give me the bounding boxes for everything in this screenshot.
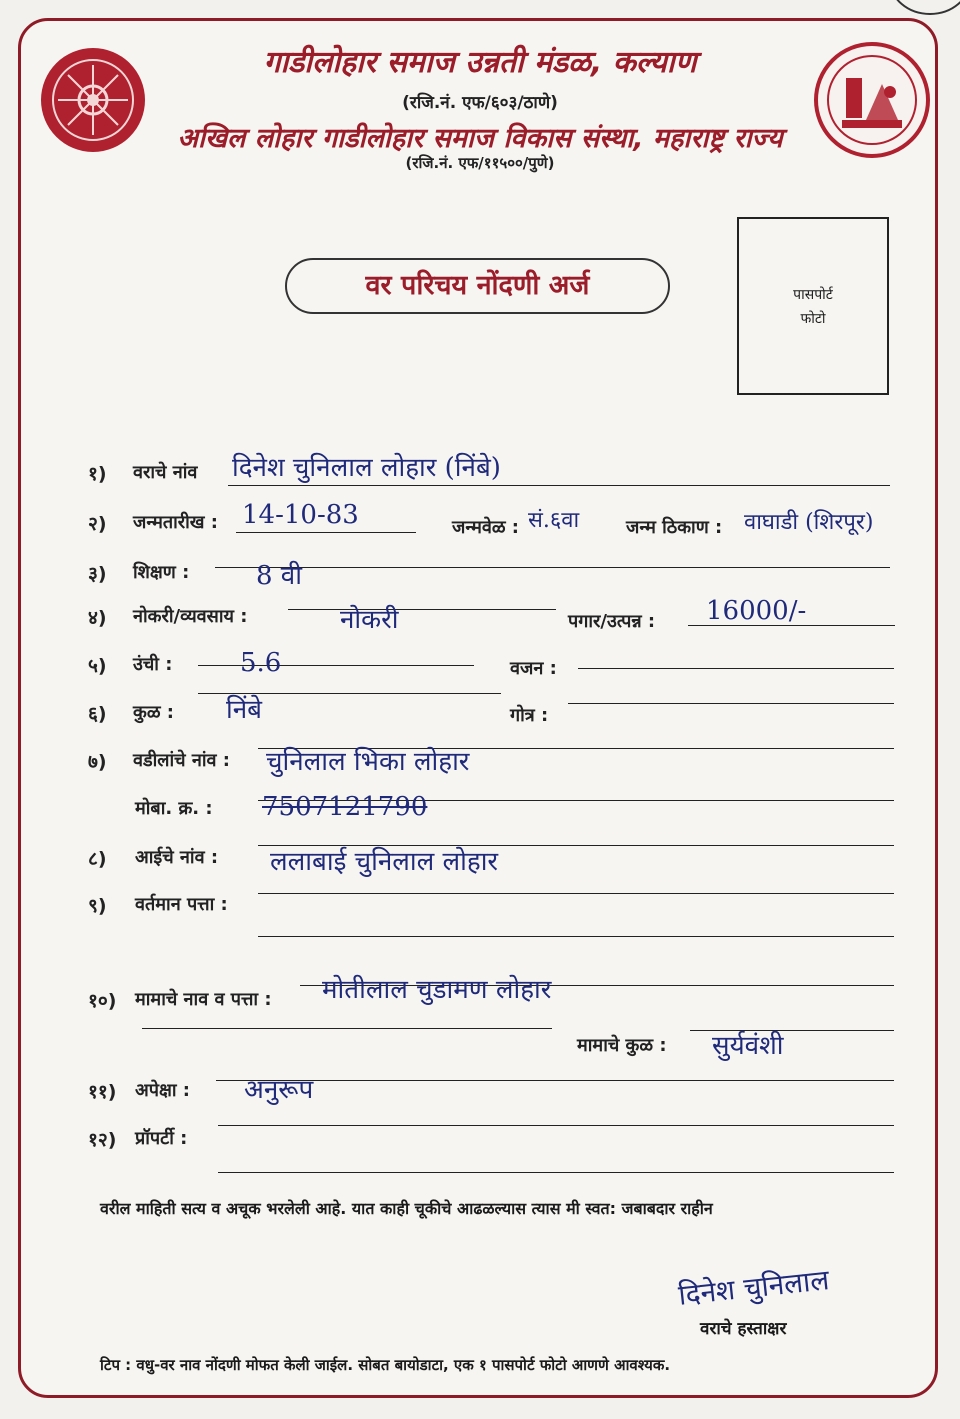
field-label-father: वडीलांचे नांव : (133, 750, 230, 771)
form-title: वर परिचय नोंदणी अर्ज (285, 258, 670, 314)
field-value-mother[interactable]: ललाबाई चुनिलाल लोहार (270, 847, 499, 877)
field-num-dob: २) (88, 513, 107, 535)
field-value-birth-time[interactable]: सं.६वा (528, 508, 580, 533)
field-value-mama-kul[interactable]: सुर्यवंशी (712, 1031, 784, 1061)
field-value-education[interactable]: 8 वी (256, 561, 302, 591)
field-line-mama-2[interactable] (142, 1028, 552, 1029)
field-label-mama-kul: मामाचे कुळ : (577, 1035, 667, 1056)
field-label-job: नोकरी/व्यवसाय : (133, 606, 248, 627)
passport-photo-box (737, 217, 889, 395)
field-label-expectation: अपेक्षा : (135, 1080, 191, 1101)
field-line-address-1[interactable] (258, 893, 894, 894)
field-num-education: ३) (88, 563, 107, 585)
field-line-name (228, 485, 890, 486)
photo-label-line1: पासपोर्ट (793, 287, 833, 303)
corner-page-mark (880, 0, 960, 18)
field-num-job: ४) (88, 607, 107, 629)
org2-name: अखिल लोहार गाडीलोहार समाज विकास संस्था, महाराष्ट्र राज्य (177, 123, 783, 154)
field-value-birth-place[interactable]: वाघाडी (शिरपूर) (744, 510, 874, 535)
field-label-dob: जन्मतारीख : (133, 512, 218, 533)
field-label-gotra: गोत्र : (510, 705, 549, 726)
photo-label-line2: फोटो (800, 311, 826, 327)
field-line-expectation (216, 1080, 894, 1081)
field-value-kul[interactable]: निंबे (226, 695, 263, 725)
field-line-dob (236, 532, 416, 533)
signature-label: वराचे हस्ताक्षर (700, 1319, 787, 1339)
field-value-job[interactable]: नोकरी (340, 605, 399, 635)
org-name: गाडीलोहार समाज उन्नती मंडळ, कल्याण (263, 45, 697, 80)
right-emblem-seal (812, 40, 932, 160)
signature-handwriting: दिनेश चुनिलाल (676, 1263, 831, 1312)
field-line-gotra[interactable] (568, 703, 894, 704)
field-line-education (215, 567, 890, 568)
field-line-weight[interactable] (578, 668, 894, 669)
field-label-address: वर्तमान पत्ता : (135, 894, 228, 915)
field-label-kul: कुळ : (133, 702, 174, 723)
field-num-mother: ८) (88, 848, 107, 870)
field-value-dob[interactable]: 14-10-83 (242, 500, 359, 530)
field-value-expectation[interactable]: अनुरूप (244, 1075, 314, 1105)
field-num-address: ९) (88, 895, 107, 917)
footer-note: टिप : वधु-वर नाव नोंदणी मोफत केली जाईल. सोबत बायोडाटा, एक १ पासपोर्ट फोटो आणणे आवश्यक. (100, 1356, 671, 1374)
field-label-mother: आईचे नांव : (135, 847, 219, 868)
field-num-height: ५) (88, 655, 107, 677)
field-num-expectation: ११) (88, 1081, 117, 1103)
org-registration: (रजि.नं. एफ/६०३/ठाणे) (402, 93, 558, 113)
field-label-birth-place: जन्म ठिकाण : (626, 517, 723, 538)
field-line-address-2[interactable] (258, 936, 894, 937)
field-value-father[interactable]: चुनिलाल भिका लोहार (266, 747, 470, 777)
field-value-name[interactable]: दिनेश चुनिलाल लोहार (निंबे) (232, 453, 501, 483)
field-value-mama[interactable]: मोतीलाल चुडामण लोहार (322, 975, 552, 1005)
field-label-birth-time: जन्मवेळ : (452, 517, 519, 538)
field-value-height[interactable]: 5.6 (240, 648, 282, 678)
field-label-mobile: मोबा. क्र. : (135, 798, 213, 819)
field-num-name: १) (88, 463, 107, 485)
field-label-weight: वजन : (510, 658, 557, 679)
field-value-mobile[interactable]: 7507121790 (262, 792, 428, 822)
field-num-property: १२) (88, 1129, 117, 1151)
org2-registration: (रजि.नं. एफ/११५००/पुणे) (405, 154, 555, 172)
field-label-salary: पगार/उत्पन्न : (568, 611, 656, 632)
declaration-text: वरील माहिती सत्य व अचूक भरलेली आहे. यात काही चूकीचे आढळल्यास त्यास मी स्वत: जबाबदार राहीन (100, 1199, 713, 1218)
field-line-property-1[interactable] (218, 1125, 894, 1126)
field-num-father: ७) (88, 751, 107, 773)
field-line-job (288, 609, 556, 610)
left-emblem-seal (38, 45, 148, 155)
field-label-name: वराचे नांव (133, 462, 198, 483)
field-num-kul: ६) (88, 703, 107, 725)
field-line-property-2[interactable] (218, 1172, 894, 1173)
field-label-mama: मामाचे नाव व पत्ता : (135, 989, 272, 1010)
field-value-salary[interactable]: 16000/- (706, 596, 807, 626)
field-label-height: उंची : (133, 654, 173, 675)
field-label-education: शिक्षण : (133, 562, 190, 583)
field-label-property: प्रॉपर्टी : (135, 1128, 188, 1149)
field-num-mama: १०) (88, 990, 117, 1012)
